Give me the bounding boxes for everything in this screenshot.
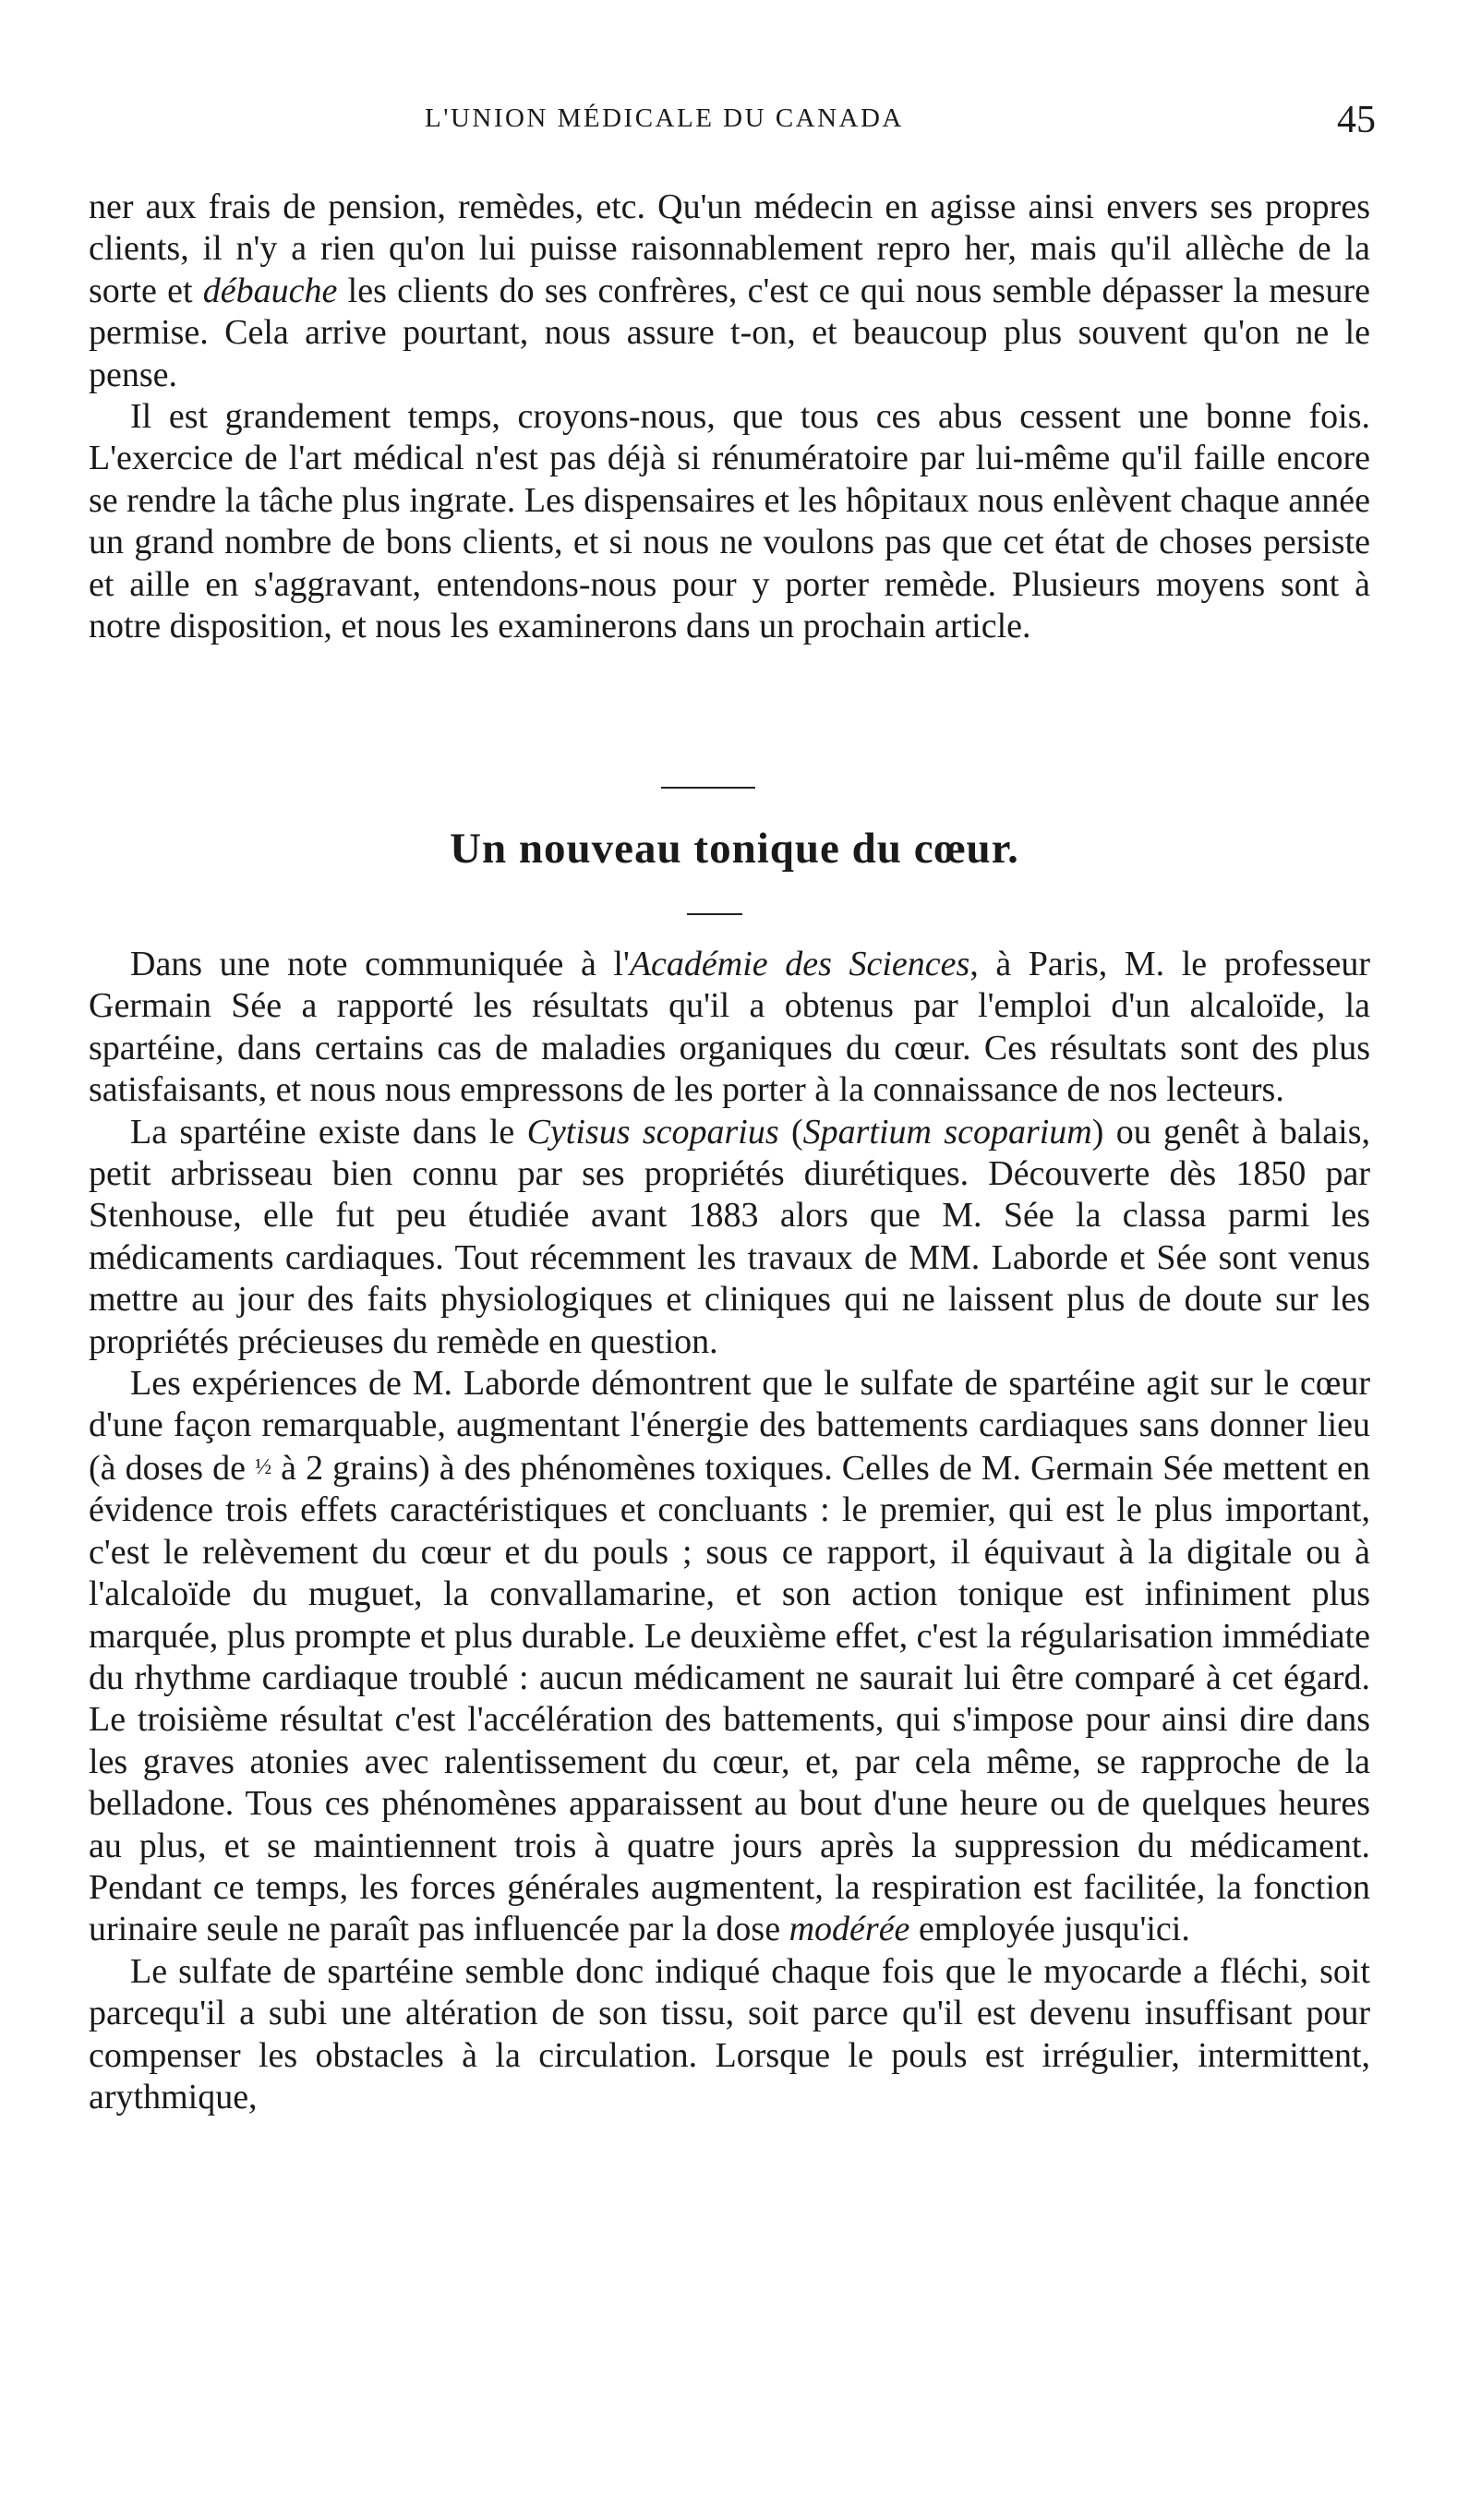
running-title: L'UNION MÉDICALE DU CANADA bbox=[425, 103, 904, 133]
text-run: ( bbox=[778, 1112, 803, 1151]
section-rule-bottom bbox=[687, 913, 742, 915]
text-run: employée jusqu'ici. bbox=[909, 1910, 1190, 1949]
article-title: Un nouveau tonique du cœur. bbox=[450, 825, 1019, 873]
paragraph bbox=[89, 1951, 1370, 2119]
paragraph bbox=[89, 396, 1370, 647]
article-body bbox=[89, 944, 1370, 2118]
running-head bbox=[83, 99, 1376, 150]
text-run: La spartéine existe dans le bbox=[130, 1112, 527, 1151]
paragraph bbox=[89, 1112, 1370, 1363]
page-number: 45 bbox=[1337, 99, 1376, 141]
italic-text: débauche bbox=[202, 271, 338, 310]
paragraph bbox=[89, 944, 1370, 1112]
text-run: ) ou genêt à balais, petit arbrisseau bien connu par ses propriétés diurétiques. Découverte dès 1850 par Stenhouse, elle fut peu étudiée avant 1883 alors que M. Sée la classa parmi les médicaments cardiaques. Tout récemment les travaux de MM. Laborde et Sée sont venus mettre au jour des faits physiologiques et cliniques qui ne laissent plus de doute sur les propriétés précieuses du remède en question. bbox=[89, 1112, 1370, 1361]
intro-text-block bbox=[89, 187, 1370, 647]
text-run: Les expériences de M. Laborde démontrent que le sulfate de spartéine agit sur le cœur d'une façon remarquable, augmentant l'énergie des battements cardiaques sans donner lieu (à doses de bbox=[89, 1364, 1370, 1488]
italic-text: Spartium scoparium bbox=[802, 1112, 1092, 1151]
text-run: à 2 grains) à des phénomènes toxiques. Celles de M. Germain Sée mettent en évidence trois effets caractéristiques et concluants : le premier, qui est le plus important, c'est le relèvement du cœur et du pouls ; sous ce rapport, il équivaut à la digitale ou à l'alcaloïde du muguet, la convallamarine, et son action tonique est infiniment plus marquée, plus prompte et plus durable. Le deuxième effet, c'est la régularisation immédiate du rhythme cardiaque troublé : aucun médicament ne saurait lui être comparé à cet égard. Le troisième résultat c'est l'accélération des battements, qui s'impose pour ainsi dire dans les graves atonies avec ralentissement du cœur, et, par cela même, se rapproche de la belladone. Tous ces phénomènes apparaissent au bout d'une heure ou de quelques heures au plus, et se maintiennent trois à quatre jours après la suppression du médicament. Pendant ce temps, les forces générales augmentent, la respiration est facilitée, la fonction urinaire seule ne paraît pas influencée par la dose bbox=[89, 1448, 1370, 1949]
italic-text: Cytisus scoparius bbox=[526, 1112, 779, 1151]
italic-text: modérée bbox=[789, 1910, 910, 1949]
fraction: ½ bbox=[255, 1454, 272, 1479]
paragraph bbox=[89, 1363, 1370, 1951]
section-rule-top bbox=[661, 787, 755, 789]
text-run: Dans une note communiquée à l' bbox=[130, 945, 630, 983]
text-run: ner aux frais de pension, remèdes, etc. Qu'un médecin en agisse ainsi envers ses propres clients, il n'y a rien qu'on lui puisse raisonnablement repro her, mais qu'il allèche de la sorte et bbox=[89, 187, 1370, 310]
paragraph bbox=[89, 187, 1370, 396]
text-run: Le sulfate de spartéine semble donc indiqué chaque fois que le myocarde a fléchi, soit parcequ'il a subi une altération de son tissu, soit parce qu'il est devenu insuffisant pour compenser les obstacles à la circulation. Lorsque le pouls est irrégulier, intermittent, arythmique, bbox=[89, 1951, 1370, 2116]
text-run: les clients do ses confrères, c'est ce qui nous semble dépasser la mesure permise. Cela arrive pourtant, nous assure t-on, et beaucoup plus souvent qu'on ne le pense. bbox=[89, 271, 1370, 394]
text-run: , à Paris, M. le professeur Germain Sée a rapporté les résultats qu'il a obtenus par l'emploi d'un alcaloïde, la spartéine, dans certains cas de maladies organiques du cœur. Ces résultats sont des plus satisfaisants, et nous nous empressons de les porter à la connaissance de nos lecteurs. bbox=[89, 945, 1370, 1110]
text-run: Il est grandement temps, croyons-nous, que tous ces abus cessent une bonne fois. L'exercice de l'art médical n'est pas déjà si rénumératoire par lui-même qu'il faille encore se rendre la tâche plus ingrate. Les dispensaires et les hôpitaux nous enlèvent chaque année un grand nombre de bons clients, et si nous ne voulons pas que cet état de choses persiste et aille en s'aggravant, entendons-nous pour y porter remède. Plusieurs moyens sont à notre disposition, et nous les examinerons dans un prochain article. bbox=[89, 397, 1370, 646]
italic-text: Académie des Sciences bbox=[629, 945, 970, 983]
